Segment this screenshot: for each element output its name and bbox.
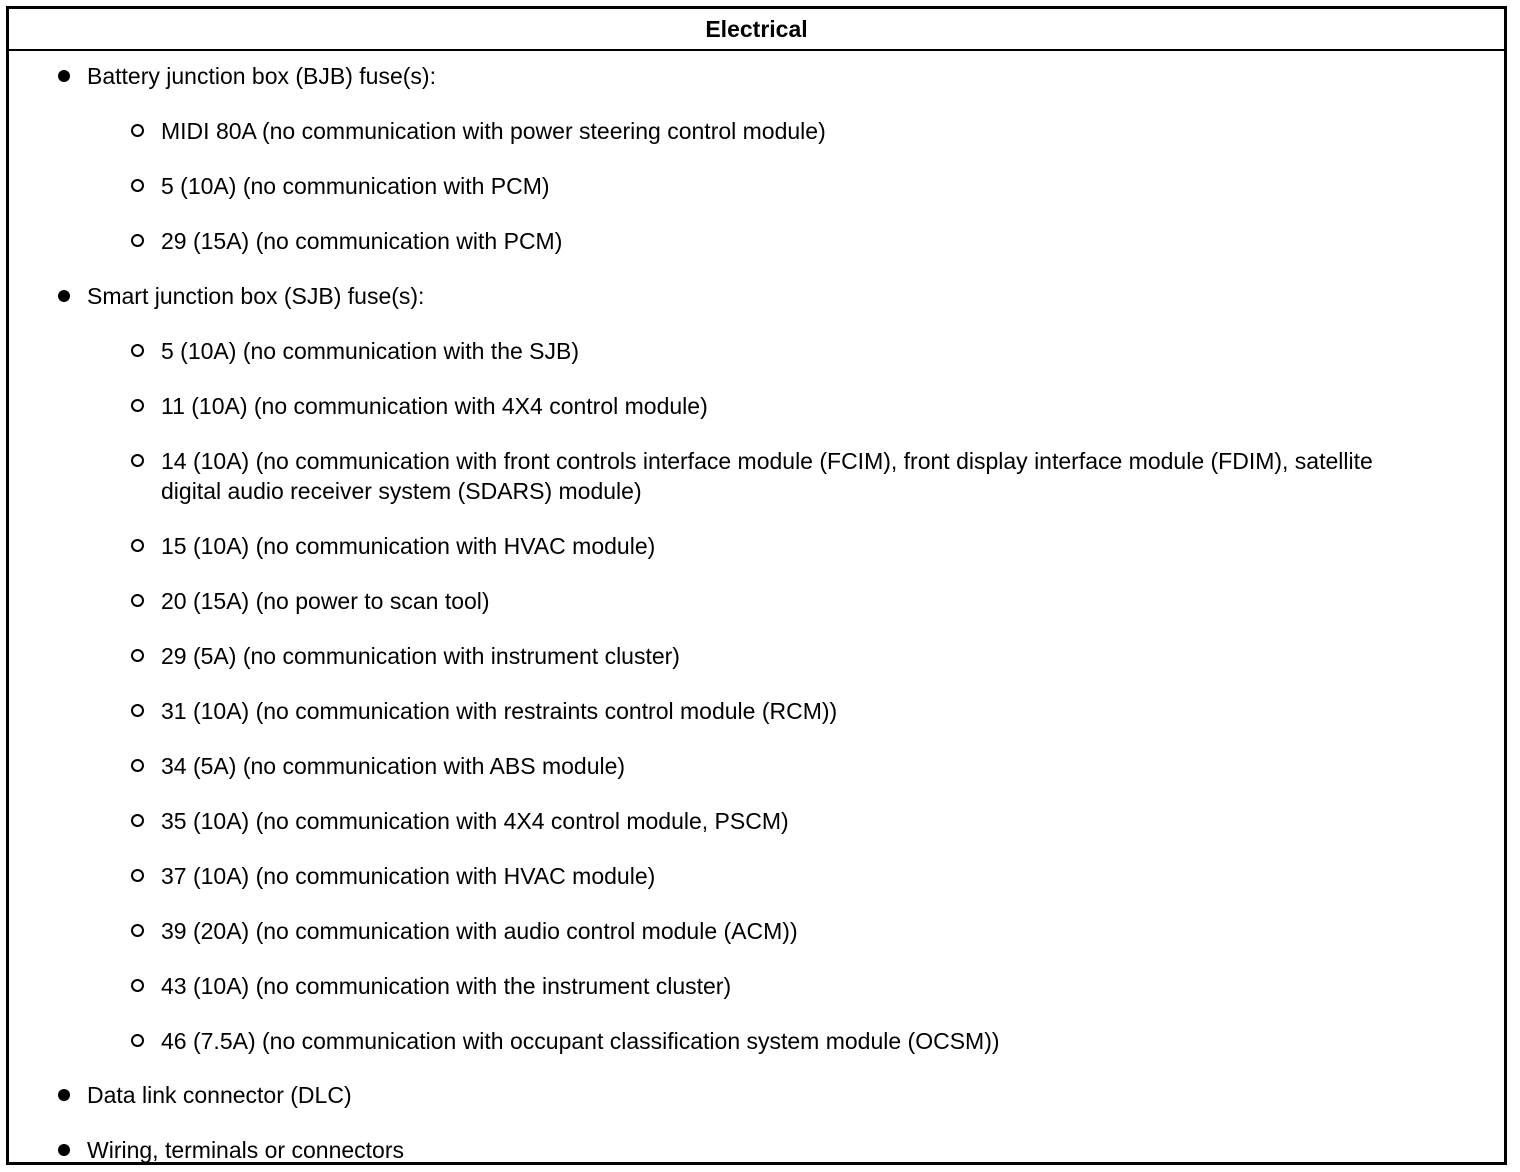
sub-list-item: 20 (15A) (no power to scan tool): [161, 588, 490, 614]
sub-bullet-icon: [131, 179, 144, 192]
sub-bullet-icon: [131, 649, 144, 662]
sub-bullet-icon: [131, 814, 144, 827]
sub-bullet-icon: [131, 704, 144, 717]
sub-bullet-icon: [131, 539, 144, 552]
sub-list-item: 46 (7.5A) (no communication with occupant classification system module (OCSM)): [161, 1028, 1000, 1054]
sub-list-item: 29 (15A) (no communication with PCM): [161, 228, 563, 254]
sub-bullet-icon: [131, 454, 144, 467]
sub-bullet-icon: [131, 399, 144, 412]
sub-bullet-icon: [131, 759, 144, 772]
sub-list-item: 15 (10A) (no communication with HVAC module): [161, 533, 656, 559]
sub-list-item: 39 (20A) (no communication with audio control module (ACM)): [161, 918, 798, 944]
sub-bullet-icon: [131, 234, 144, 247]
sub-bullet-icon: [131, 924, 144, 937]
bullet-icon: [58, 70, 70, 82]
bullet-icon: [58, 1089, 70, 1101]
list-item: Smart junction box (SJB) fuse(s):: [87, 283, 425, 309]
bullet-icon: [58, 290, 70, 302]
sub-bullet-icon: [131, 1034, 144, 1047]
bullet-icon: [58, 1144, 70, 1156]
table-header: Electrical: [9, 9, 1504, 51]
sub-bullet-icon: [131, 594, 144, 607]
sub-list-item: 29 (5A) (no communication with instrument cluster): [161, 643, 680, 669]
sub-list-item: 5 (10A) (no communication with PCM): [161, 173, 550, 199]
sub-list-item: MIDI 80A (no communication with power steering control module): [161, 118, 826, 144]
sub-list-item: 11 (10A) (no communication with 4X4 control module): [161, 393, 708, 419]
sub-list-item: 14 (10A) (no communication with front controls interface module (FCIM), front display interface module (FDIM), satellite digital audio receiver system (SDARS) module): [161, 448, 1373, 504]
sub-bullet-icon: [131, 124, 144, 137]
sub-list-item: 43 (10A) (no communication with the instrument cluster): [161, 973, 732, 999]
electrical-table: [6, 6, 1507, 1165]
list-item: Data link connector (DLC): [87, 1082, 352, 1108]
sub-bullet-icon: [131, 979, 144, 992]
sub-bullet-icon: [131, 344, 144, 357]
list-item: Wiring, terminals or connectors: [87, 1137, 404, 1163]
list-item: Battery junction box (BJB) fuse(s):: [87, 63, 436, 89]
sub-list-item: 34 (5A) (no communication with ABS module): [161, 753, 626, 779]
sub-list-item: 5 (10A) (no communication with the SJB): [161, 338, 580, 364]
sub-list-item: 37 (10A) (no communication with HVAC module): [161, 863, 656, 889]
sub-list-item: 35 (10A) (no communication with 4X4 control module, PSCM): [161, 808, 789, 834]
sub-list-item: 31 (10A) (no communication with restraints control module (RCM)): [161, 698, 838, 724]
sub-bullet-icon: [131, 869, 144, 882]
